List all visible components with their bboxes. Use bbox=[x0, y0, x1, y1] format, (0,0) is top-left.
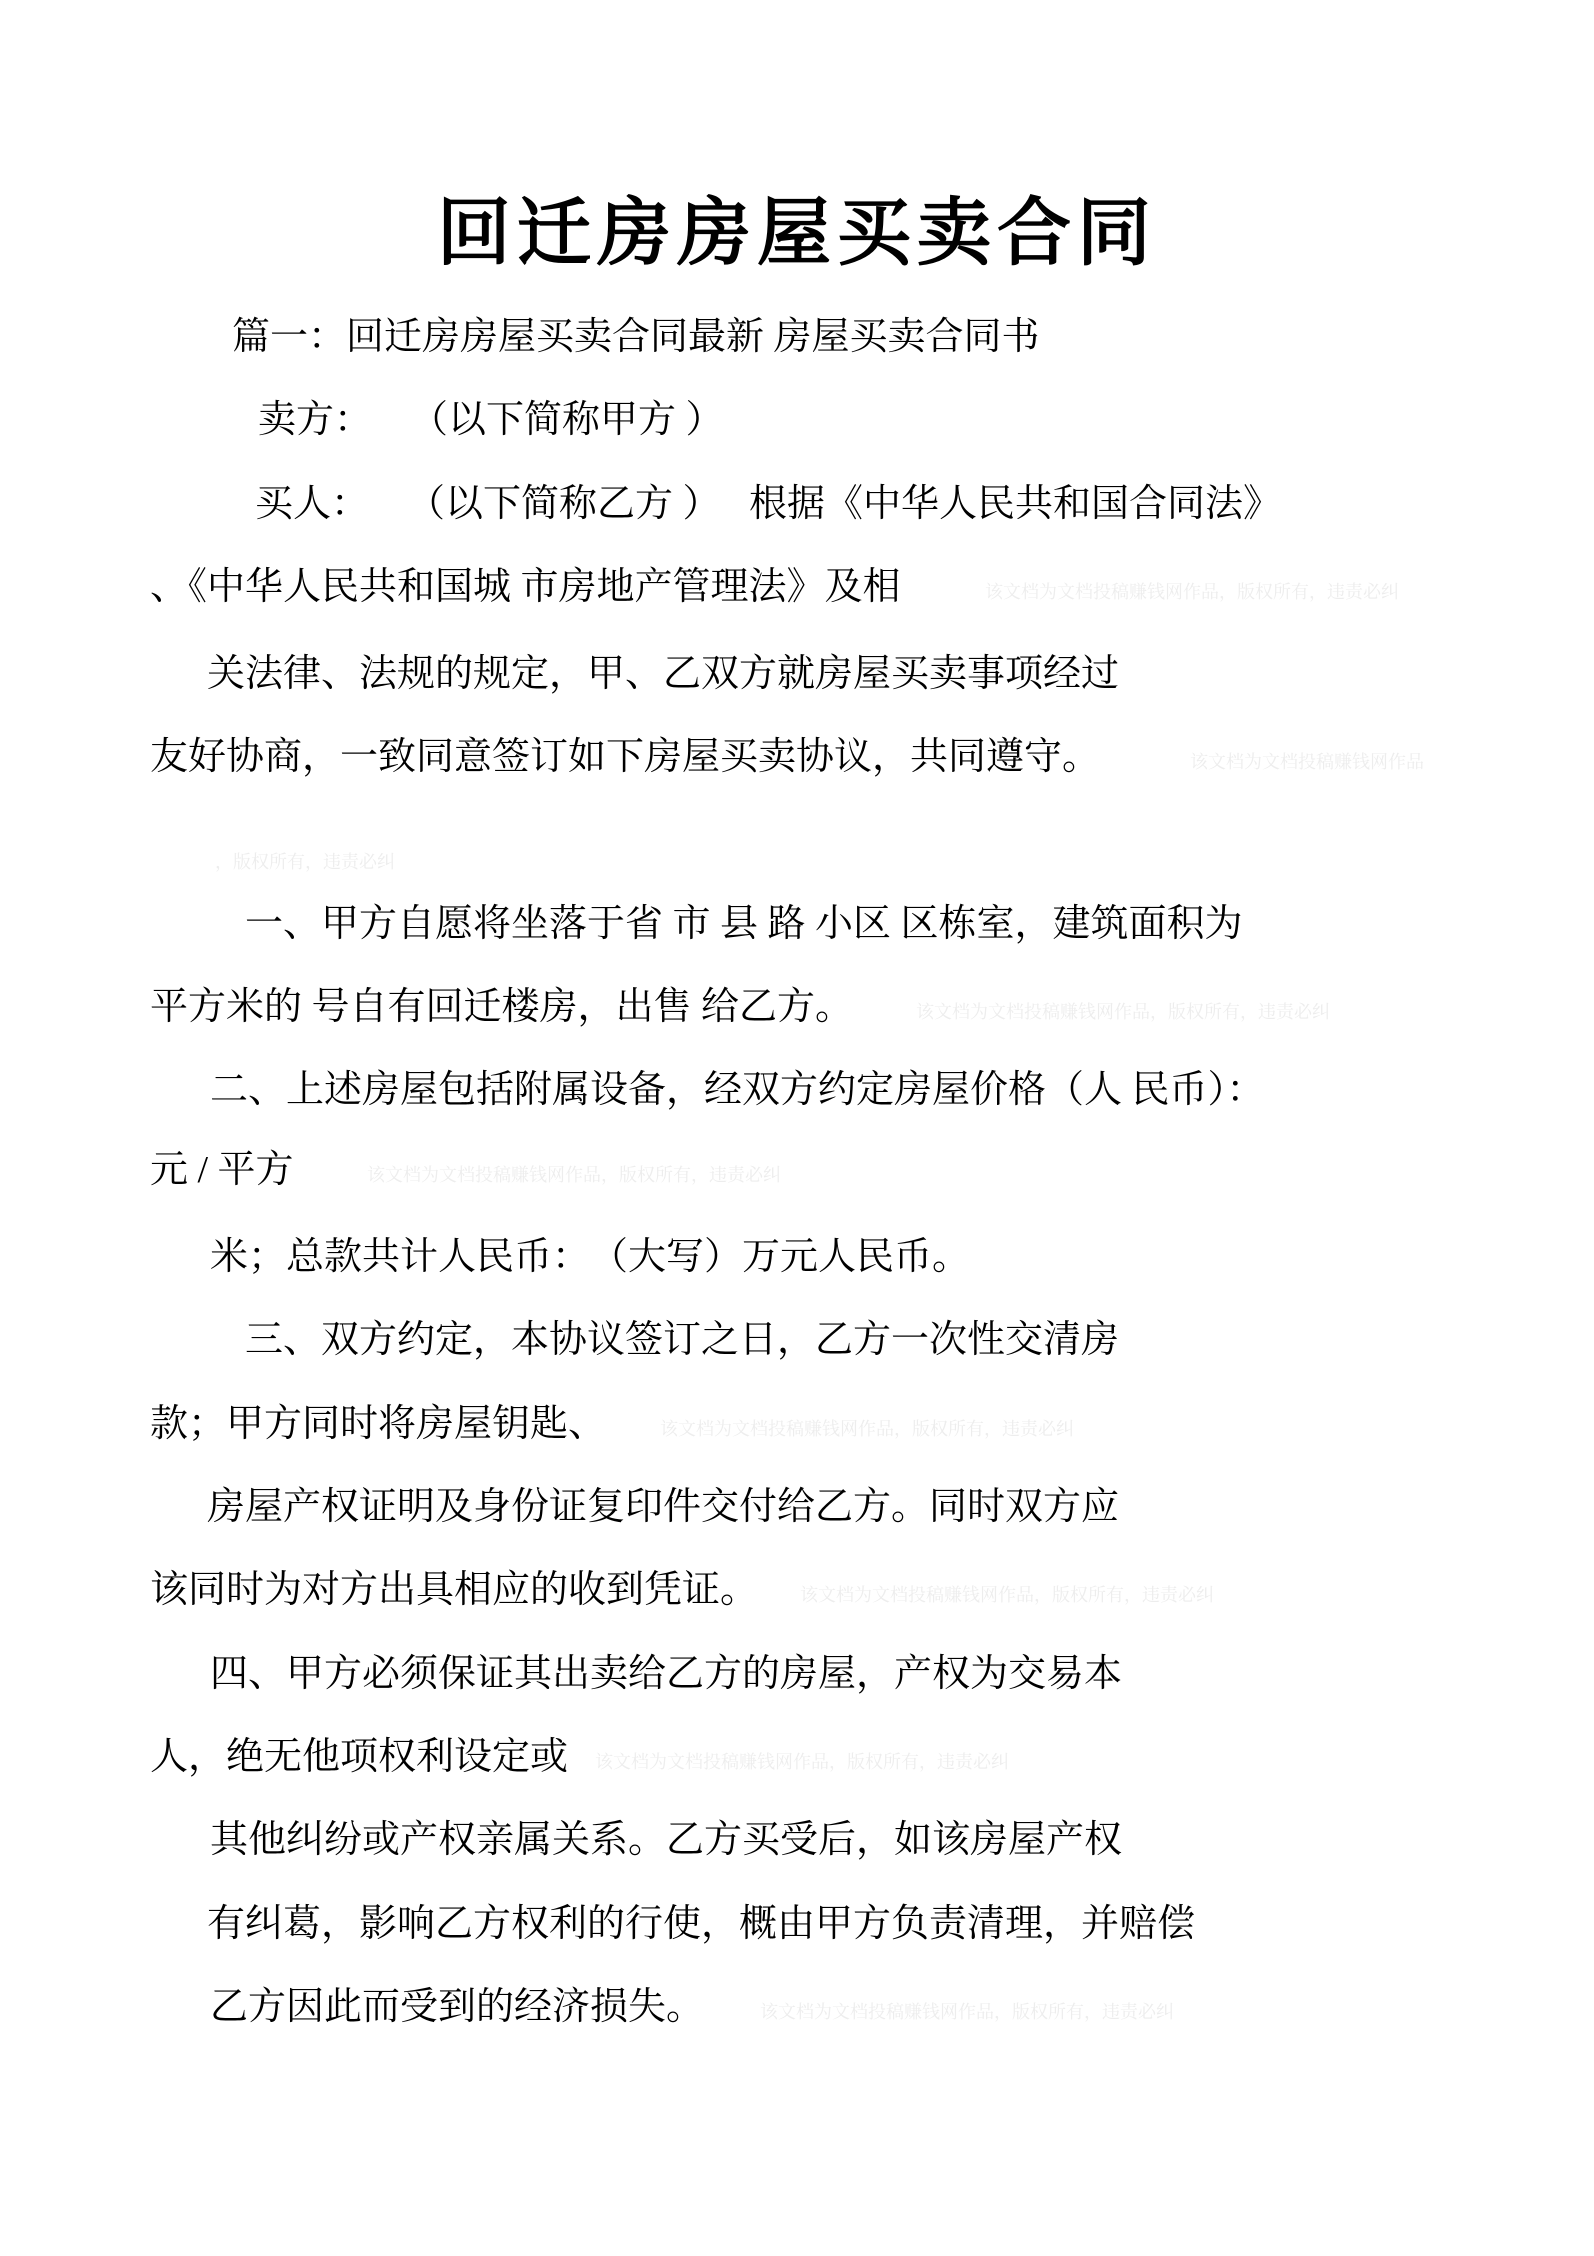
document-line: 卖方： （以下简称甲方 ） bbox=[258, 399, 724, 441]
document-line: 其他纠纷或产权亲属关系。乙方买受后，如该房屋产权 bbox=[210, 1819, 1123, 1861]
document-line: 关法律、法规的规定，甲、乙双方就房屋买卖事项经过 bbox=[207, 653, 1120, 695]
document-line: 元 / 平方 bbox=[150, 1149, 294, 1191]
watermark-text: 该文档为文档投稿赚钱网作品，版权所有，违责必纠 bbox=[595, 1752, 1009, 1772]
document-line: 乙方因此而受到的经济损失。 bbox=[210, 1986, 705, 2028]
document-line: 二、上述房屋包括附属设备，经双方约定房屋价格（人 民币）： bbox=[210, 1069, 1265, 1111]
watermark-text: 该文档为文档投稿赚钱网作品，版权所有，违责必纠 bbox=[660, 1419, 1074, 1439]
document-line: 款；甲方同时将房屋钥匙、 bbox=[150, 1403, 607, 1445]
document-line: 米；总款共计人民币： （大写）万元人民币。 bbox=[210, 1236, 971, 1278]
document-line: 友好协商，一致同意签订如下房屋买卖协议，共同遵守。 bbox=[150, 736, 1101, 778]
document-line: 人，绝无他项权利设定或 bbox=[150, 1736, 569, 1778]
document-line: 、《中华人民共和国城 市房地产管理法》及相 bbox=[150, 566, 901, 608]
document-line: 房屋产权证明及身份证复印件交付给乙方。同时双方应 bbox=[207, 1486, 1120, 1528]
document-line: 有纠葛，影响乙方权利的行使，概由甲方负责清理，并赔偿 bbox=[207, 1903, 1196, 1945]
watermark-text: 该文档为文档投稿赚钱网作品 bbox=[1190, 752, 1424, 772]
document-line: 平方米的 号自有回迁楼房，出售 给乙方。 bbox=[150, 986, 854, 1028]
watermark-text: 该文档为文档投稿赚钱网作品，版权所有，违责必纠 bbox=[760, 2002, 1174, 2022]
watermark-text: 该文档为文档投稿赚钱网作品，版权所有，违责必纠 bbox=[916, 1002, 1330, 1022]
document-line: 篇一：回迁房房屋买卖合同最新 房屋买卖合同书 bbox=[232, 316, 1040, 358]
document-line: 四、甲方必须保证其出卖给乙方的房屋，产权为交易本 bbox=[210, 1653, 1123, 1695]
watermark-text: 该文档为文档投稿赚钱网作品，版权所有，违责必纠 bbox=[367, 1165, 781, 1185]
document-line: 该同时为对方出具相应的收到凭证。 bbox=[150, 1569, 759, 1611]
document-line: 一、甲方自愿将坐落于省 市 县 路 小区 区栋室，建筑面积为 bbox=[245, 903, 1243, 945]
document-title: 回迁房房屋买卖合同 bbox=[437, 191, 1157, 274]
watermark-text: ，版权所有，违责必纠 bbox=[215, 852, 395, 872]
document-line: 三、双方约定，本协议签订之日，乙方一次性交清房 bbox=[245, 1319, 1120, 1361]
document-line: 买人： （以下简称乙方 ） 根据《中华人民共和国合同法》 bbox=[255, 483, 1282, 525]
watermark-text: 该文档为文档投稿赚钱网作品，版权所有，违责必纠 bbox=[985, 582, 1399, 602]
watermark-text: 该文档为文档投稿赚钱网作品，版权所有，违责必纠 bbox=[800, 1585, 1214, 1605]
